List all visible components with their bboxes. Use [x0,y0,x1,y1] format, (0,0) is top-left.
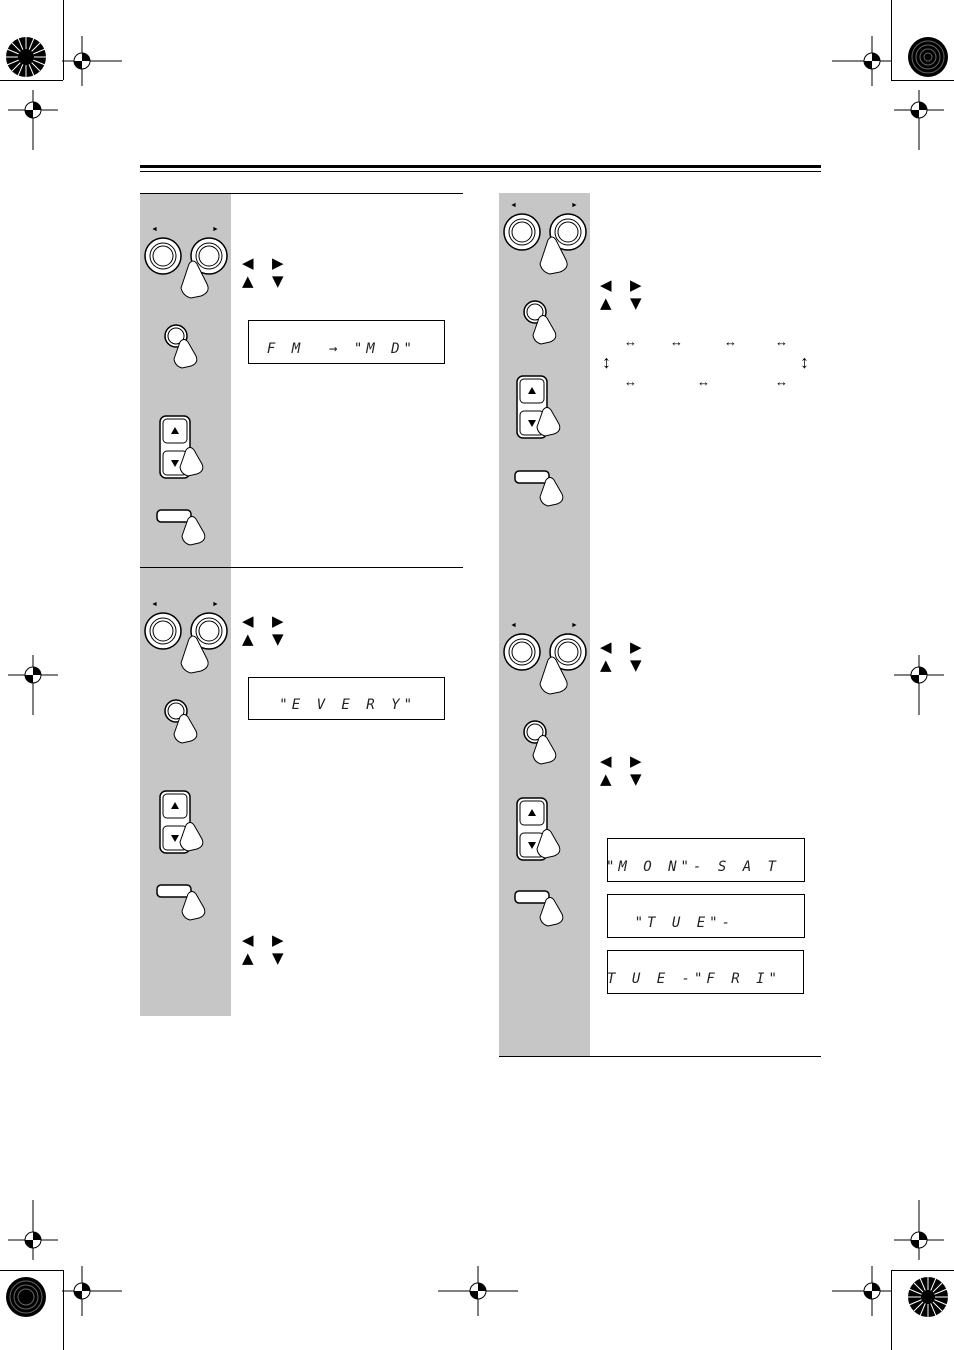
crosshair-icon [438,1266,518,1316]
cycle-arrow-v: ↕ [800,352,809,372]
crop-mark [891,0,892,80]
arrows-left-right [242,612,302,630]
down-arrow: ▼ [272,272,284,290]
dual-knob-icon[interactable] [502,632,592,692]
crop-mark [63,1270,64,1350]
dual-knob-icon[interactable] [502,212,592,272]
crop-mark [891,1270,954,1271]
right-bottom-rule [499,1056,821,1057]
dual-knob-icon[interactable] [143,611,233,671]
up-arrow: ▲ [242,949,254,967]
down-arrow: ▼ [272,630,284,648]
header-rule [140,165,821,168]
right-arrow: ▶ [630,638,642,656]
crosshair-icon [832,1266,892,1316]
arrows-up-down [242,630,302,648]
arrows-left-right [600,276,660,294]
display-source-text: F M → "M D" [266,341,416,357]
cycle-diagram [600,334,820,390]
cycle-arrow-v: ↕ [602,352,611,372]
left-arrow: ◀ [600,276,612,294]
right-arrow: ▶ [630,276,642,294]
cycle-arrow-h: ↔ [624,334,637,349]
cycle-arrow-h: ↔ [775,334,788,349]
left-arrow: ◀ [242,931,254,949]
up-down-button-icon[interactable] [515,374,575,454]
display-tue-text: "T U E"- [634,915,734,931]
cycle-arrow-h: ↔ [670,334,683,349]
up-arrow: ▲ [600,770,612,788]
down-arrow: ▼ [630,294,642,312]
knob-right-arrow-4: ► [571,622,578,629]
dual-knob-icon[interactable] [143,236,233,296]
registration-disc-icon [906,35,950,79]
down-arrow: ▼ [630,770,642,788]
up-down-button-icon[interactable] [158,789,218,869]
right-arrow: ▶ [272,612,284,630]
registration-disc-icon [906,1275,950,1319]
memory-button-icon[interactable] [514,470,584,516]
crosshair-icon [894,1200,944,1260]
arrows-left-right-2 [242,931,302,949]
right-arrow: ▶ [630,752,642,770]
display-tue-fri-text: T U E -"F R I" [606,971,781,987]
display-mon-sat [607,838,805,882]
left-arrow: ◀ [600,638,612,656]
left-step1-rule [140,193,463,194]
right-arrow: ▶ [272,254,284,272]
left-arrow: ◀ [242,254,254,272]
memory-button-icon[interactable] [156,509,226,555]
knob-left-arrow-2: ◄ [151,601,158,608]
arrows-up-down [600,294,660,312]
left-arrow: ◀ [242,612,254,630]
arrows-left-right-2 [600,752,660,770]
cycle-arrow-h: ↔ [697,374,710,389]
up-down-button-icon[interactable] [158,414,218,494]
cycle-arrow-h: ↔ [724,334,737,349]
knob-right-arrow: ► [212,226,219,233]
crosshair-icon [62,1266,122,1316]
display-source [248,320,445,364]
up-down-button-icon[interactable] [515,796,575,876]
arrows-up-down-2 [600,770,660,788]
memory-button-icon[interactable] [156,884,226,930]
crosshair-icon [8,655,58,715]
left-step2-rule [140,567,463,568]
crosshair-icon [62,36,122,86]
crop-mark [0,80,63,81]
knob-right-arrow-2: ► [212,601,219,608]
crop-mark [63,0,64,80]
crop-mark [0,1270,63,1271]
crop-mark [891,80,954,81]
right-arrow: ▶ [272,931,284,949]
crosshair-icon [894,655,944,715]
enter-button-icon[interactable] [523,720,573,766]
cycle-arrow-h: ↔ [624,374,637,389]
memory-button-icon[interactable] [514,890,584,936]
crosshair-icon [894,90,944,150]
arrows-left-right [600,638,660,656]
enter-button-icon[interactable] [523,300,573,346]
registration-disc-icon [4,1275,48,1319]
crop-mark [891,1270,892,1350]
cycle-arrow-h: ↔ [775,374,788,389]
knob-left-arrow-4: ◄ [510,622,517,629]
knob-left-arrow-3: ◄ [510,202,517,209]
crosshair-icon [8,90,58,150]
crosshair-icon [832,36,892,86]
display-every-text: "E V E R Y" [279,697,416,713]
enter-button-icon[interactable] [164,699,214,745]
arrows-up-down [242,272,302,290]
registration-disc-icon [4,35,48,79]
knob-left-arrow: ◄ [151,226,158,233]
up-arrow: ▲ [600,294,612,312]
arrows-up-down [600,656,660,674]
enter-button-icon[interactable] [164,324,214,370]
up-arrow: ▲ [242,272,254,290]
crosshair-icon [8,1200,58,1260]
display-tue-fri [607,950,804,994]
display-every [248,677,445,720]
down-arrow: ▼ [272,949,284,967]
display-tue [607,894,805,938]
arrows-up-down-2 [242,949,302,967]
left-arrow: ◀ [600,752,612,770]
down-arrow: ▼ [630,656,642,674]
up-arrow: ▲ [600,656,612,674]
arrows-left-right [242,254,302,272]
display-mon-sat-text: "M O N"- S A T [605,859,780,875]
up-arrow: ▲ [242,630,254,648]
knob-right-arrow-3: ► [571,202,578,209]
header-rule-thin [140,171,821,172]
